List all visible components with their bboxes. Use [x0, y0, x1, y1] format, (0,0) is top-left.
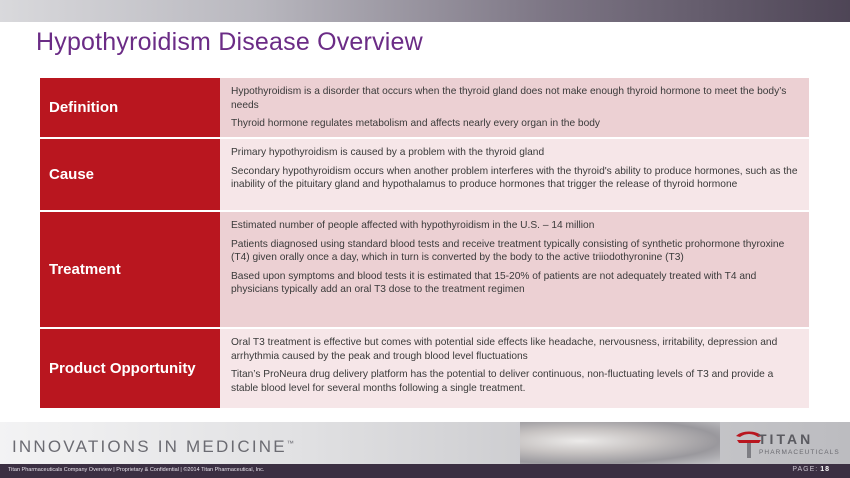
row-label: Treatment: [40, 212, 220, 327]
titan-logo: [734, 428, 840, 462]
row-label: Product Opportunity: [40, 329, 220, 408]
header-gradient-bar: [0, 0, 850, 22]
paragraph: Oral T3 treatment is effective but comes with potential side effects like headache, nervousness, irritability, depression and arrhythmia caused by the peak and trough blood level fluctuations: [231, 337, 778, 362]
footer-tagline: [12, 437, 294, 457]
paragraph: Secondary hypothyroidism occurs when another problem interferes with the thyroid's ability to produce hormones, such as the inability of the pituitary gland and hypothalamus to produce hormones that trigger the release of thyroid hormone: [231, 165, 798, 190]
row-content: [220, 139, 809, 210]
footer-disclaimer: Titan Pharmaceuticals Company Overview | Proprietary & Confidential | ©2014 Titan Pharmaceutical, Inc.: [8, 467, 265, 473]
paragraph: Titan’s ProNeura drug delivery platform has the potential to deliver continuous, non-fluctuating levels of T3 and provide a stable blood level for several months following a single treatment.: [231, 369, 774, 394]
table-row-treatment: [40, 210, 809, 327]
page-indicator: [792, 466, 830, 473]
row-label: Definition: [40, 78, 220, 137]
logo-subtext: PHARMACEUTICALS: [759, 449, 840, 456]
paragraph: Patients diagnosed using standard blood tests and receive treatment typically consisting of synthetic prohormone thyroxine (T4) given orally once a day, which in turn is converted by the body to the active triiodothyronine (T3): [231, 238, 785, 263]
row-content: [220, 329, 809, 408]
row-content: [220, 212, 809, 327]
paragraph: Hypothyroidism is a disorder that occurs when the thyroid gland does not make enough thyroid hormone to meet the body’s needs: [231, 86, 787, 111]
page-title: Hypothyroidism Disease Overview: [36, 28, 423, 56]
table-row-cause: [40, 137, 809, 210]
table-row-definition: [40, 78, 809, 137]
tagline-text: INNOVATIONS IN MEDICINE: [12, 437, 287, 456]
page-label: PAGE:: [792, 466, 819, 473]
page-number: 18: [820, 466, 830, 473]
row-content: [220, 78, 809, 137]
paragraph: Estimated number of people affected with hypothyroidism in the U.S. – 14 million: [231, 220, 595, 231]
row-label: Cause: [40, 139, 220, 210]
paragraph: Primary hypothyroidism is caused by a problem with the thyroid gland: [231, 147, 545, 158]
paragraph: Thyroid hormone regulates metabolism and affects nearly every organ in the body: [231, 118, 601, 129]
trademark-symbol: ™: [286, 440, 294, 448]
logo-wordmark: TITAN: [758, 431, 814, 447]
footer-photo: [520, 422, 720, 464]
table-row-product-opportunity: [40, 327, 809, 408]
paragraph: Based upon symptoms and blood tests it is estimated that 15-20% of patients are not adequately treated with T4 and physicians typically add an oral T3 dose to the treatment regimen: [231, 270, 757, 295]
overview-table: [40, 78, 809, 408]
